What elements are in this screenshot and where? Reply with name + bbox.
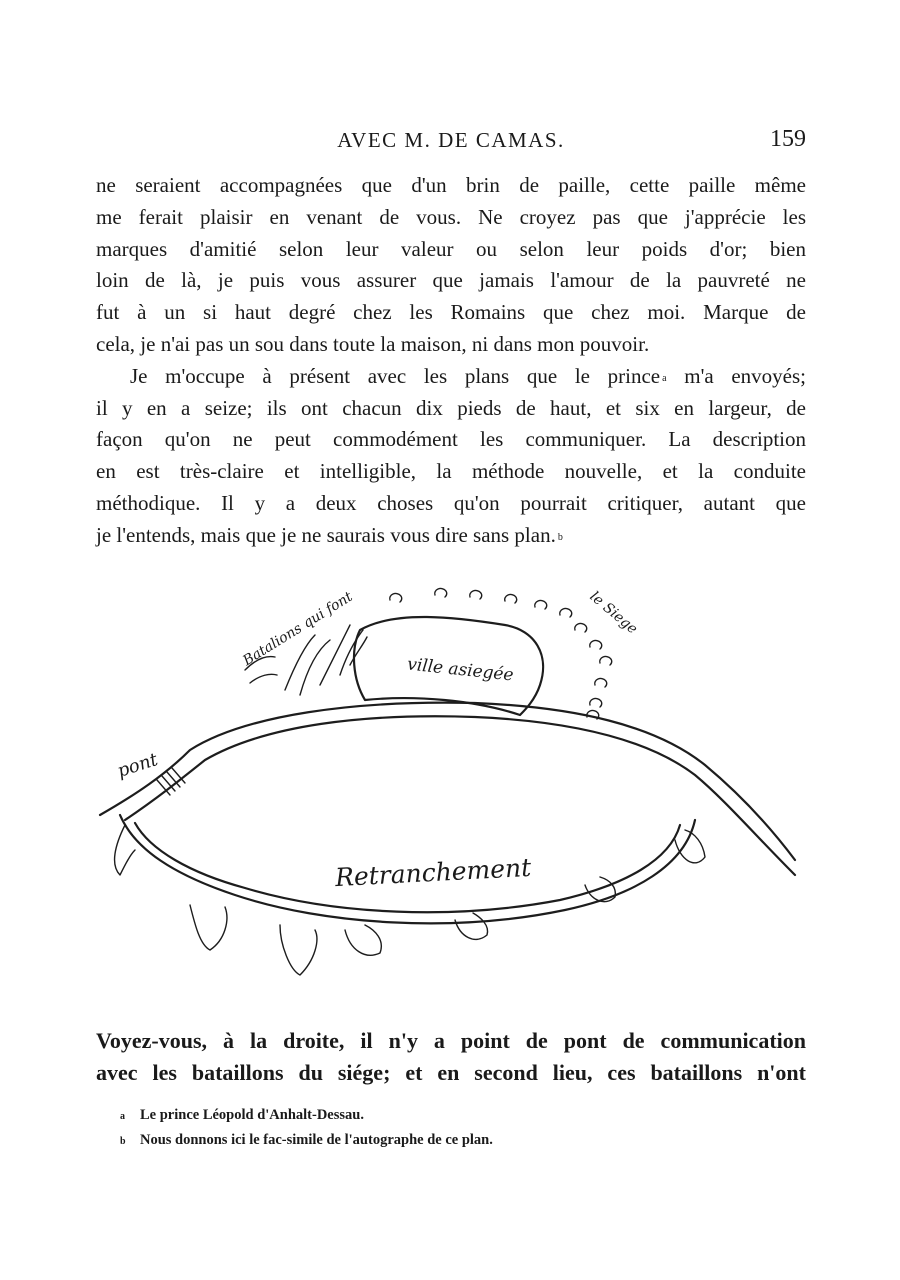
footnote-a [120,1103,810,1128]
footnotes [120,1103,810,1153]
bastion [190,905,227,950]
footnote-mark: a [120,1111,125,1122]
bastion [345,925,381,955]
footnote-text: Nous donnons ici le fac-simile de l'autographe de ce plan. [140,1132,493,1148]
text-line: méthodique. Il y a deux choses qu'on pourrait critiquer, autant que [96,490,806,515]
page-number: 159 [770,126,806,152]
body-text-top [96,170,806,552]
text-line: avec les bataillons du siége; et en second lieu, ces bataillons n'ont [96,1060,806,1085]
label-bridge: pont [114,749,161,782]
text-line-with-footnote-a [96,361,806,393]
text-line: ne seraient accompagnées que d'un brin de paille, cette paille même [96,173,806,197]
river-lower-line [125,716,795,875]
footnote-mark: b [120,1136,126,1147]
footnote-ref-b: b [557,531,563,543]
label-entrenchment: Retranchement [334,852,532,893]
running-head [96,128,806,158]
body-text-bottom [96,1025,806,1089]
footnote-b [120,1128,810,1153]
text-line-with-footnote-b [96,520,806,552]
river-upper-line [100,703,795,860]
text-line: fut à un si haut degré chez les Romains que chez moi. Marque de [96,300,806,325]
bridge-hatching [157,768,185,795]
footnote-text: Le prince Léopold d'Anhalt-Dessau. [140,1107,364,1123]
sketch-svg [95,575,815,995]
text-line: loin de là, je puis vous assurer que jamais l'amour de la pauvreté ne [96,268,806,293]
text-line: Voyez-vous, à la droite, il n'y a point de pont de communication [96,1028,806,1053]
text-segment: Je m'occupe à présent avec les plans que le prince [130,363,661,388]
label-batallions: Batalions qui font [240,588,356,670]
siege-plan-sketch [95,575,815,995]
footnote-ref-a: a [662,372,667,384]
text-line: en est très-claire et intelligible, la méthode nouvelle, et la conduite [96,459,806,484]
text-segment: je l'entends, mais que je ne saurais vous dire sans plan. [96,522,556,547]
bastion [280,925,317,975]
text-line: cela, je n'ai pas un sou dans toute la maison, ni dans mon pouvoir. [96,331,650,356]
bastion [455,913,488,939]
bank-left [115,825,135,875]
label-besieged-town: ville asiegée [406,654,515,686]
text-line: me ferait plaisir en venant de vous. Ne croyez pas que j'apprécie les [96,204,806,229]
text-line: marques d'amitié selon leur valeur ou selon leur poids d'or; bien [96,236,806,261]
running-title: AVEC M. DE CAMAS. [337,128,565,152]
text-line: façon qu'on ne peut commodément les communiquer. La description [96,427,806,452]
text-segment: m'a envoyés; [666,363,806,388]
text-line: il y en a seize; ils ont chacun dix pieds de haut, et six en largeur, de [96,395,806,420]
label-siege: le Siege [586,588,641,638]
